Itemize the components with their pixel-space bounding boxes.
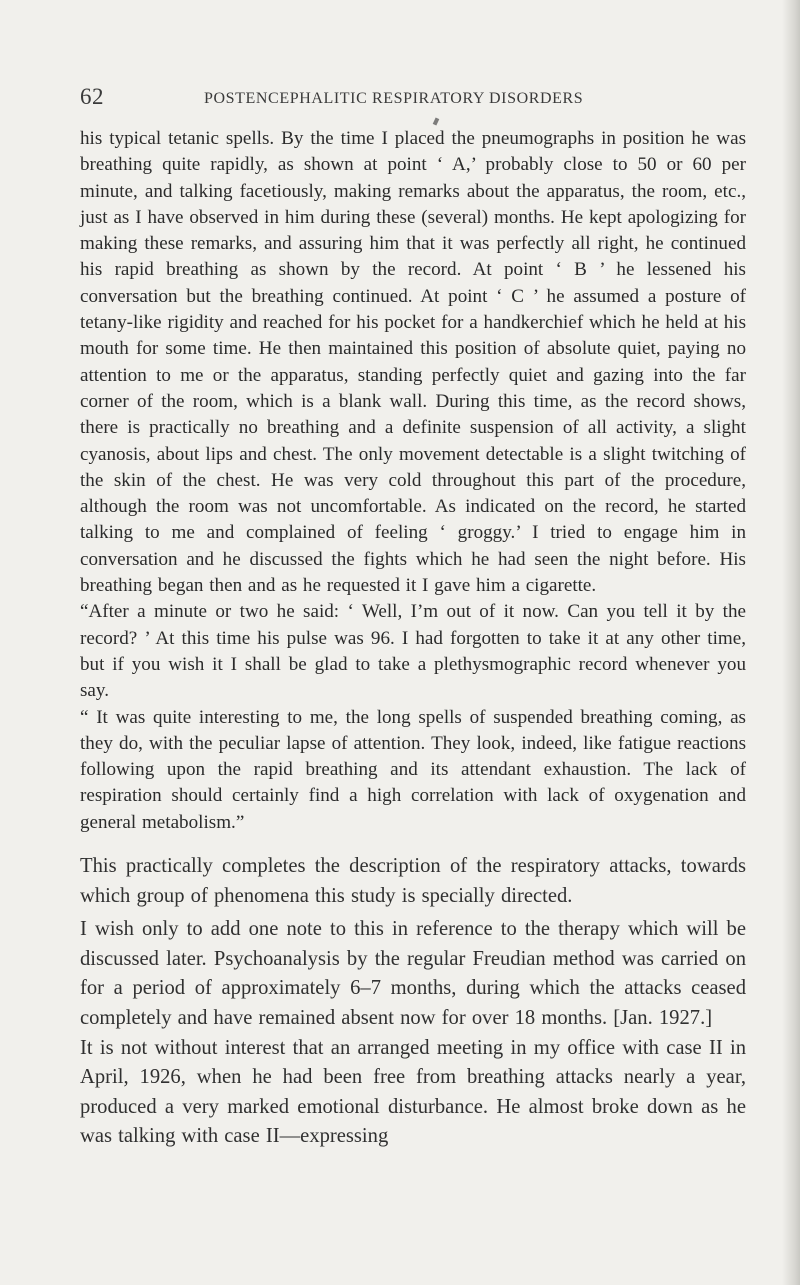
running-header (80, 84, 740, 114)
paragraph-3: “ It was quite interesting to me, the long spells of suspended breathing coming, as they do, with the peculiar lapse of attention. They look, indeed, like fatigue reactions following upon the rapid breathing and its attendant exhaustion. The lack of respiration should certainly find a high correlation with lack of oxygenation and general metabolism.” (80, 706, 746, 833)
paragraph-1: his typical tetanic spells. By the time I placed the pneumographs in position he was breathing quite rapidly, as shown at point ‘ A,’ probably close to 50 or 60 per minute, and talking facetiously, making remarks about the apparatus, the room, etc., just as I have observed in him during these (several) months. He kept apologizing for making these remarks, and assuring him that it was perfectly all right, he continued his rapid breathing as shown by the record. At point ‘ B ’ he lessened his conversation but the breathing continued. At point ‘ C ’ he assumed a posture of tetany-like rigidity and reached for his pocket for a handkerchief which he held at his mouth for some time. He then maintained this position of absolute quiet, paying no attention to me or the apparatus, standing perfectly quiet and gazing into the far corner of the room, which is a blank wall. During this time, as the record shows, there is practically no breathing and a definite suspension of all activity, a slight cyanosis, about lips and chest. The only movement detectable is a slight twitching of the skin of the chest. He was very cold throughout this part of the procedure, although the room was not uncomfortable. As indicated on the record, he started talking to me and complained of feeling ‘ groggy.’ I tried to engage him in conversation and he discussed the fights which he had seen the night before. His breathing began then and as he requested it I gave him a cigarette. (80, 128, 746, 597)
body-text (80, 126, 746, 1152)
ink-speck (433, 117, 440, 125)
paragraph-5: I wish only to add one note to this in reference to the therapy which will be discussed later. Psychoanalysis by the regular Freudian method was carried on for a period of approximately 6–7 months, during which the attacks ceased completely and have remained absent now for over 18 months. [Jan. 1927.] (80, 918, 746, 1029)
running-title: POSTENCEPHALITIC RESPIRATORY DISORDERS (204, 90, 584, 107)
paragraph-6: It is not without interest that an arranged meeting in my office with case II in April, 1926, when he had been free from breathing attacks nearly a year, produced a very marked emotional disturbance. He almost broke down as he was talking with case II—expressing (80, 1036, 746, 1148)
page-number: 62 (80, 84, 104, 109)
page-edge-shadow (782, 0, 800, 1285)
paragraph-4: This practically completes the description of the respiratory attacks, towards which group of phenomena this study is specially directed. (80, 855, 746, 907)
paragraph-2: “After a minute or two he said: ‘ Well, I’m out of it now. Can you tell it by the record? ’ At this time his pulse was 96. I had forgotten to take it at any other time, but if you wish it I shall be glad to take a plethysmographic record whenever you say. (80, 601, 746, 702)
